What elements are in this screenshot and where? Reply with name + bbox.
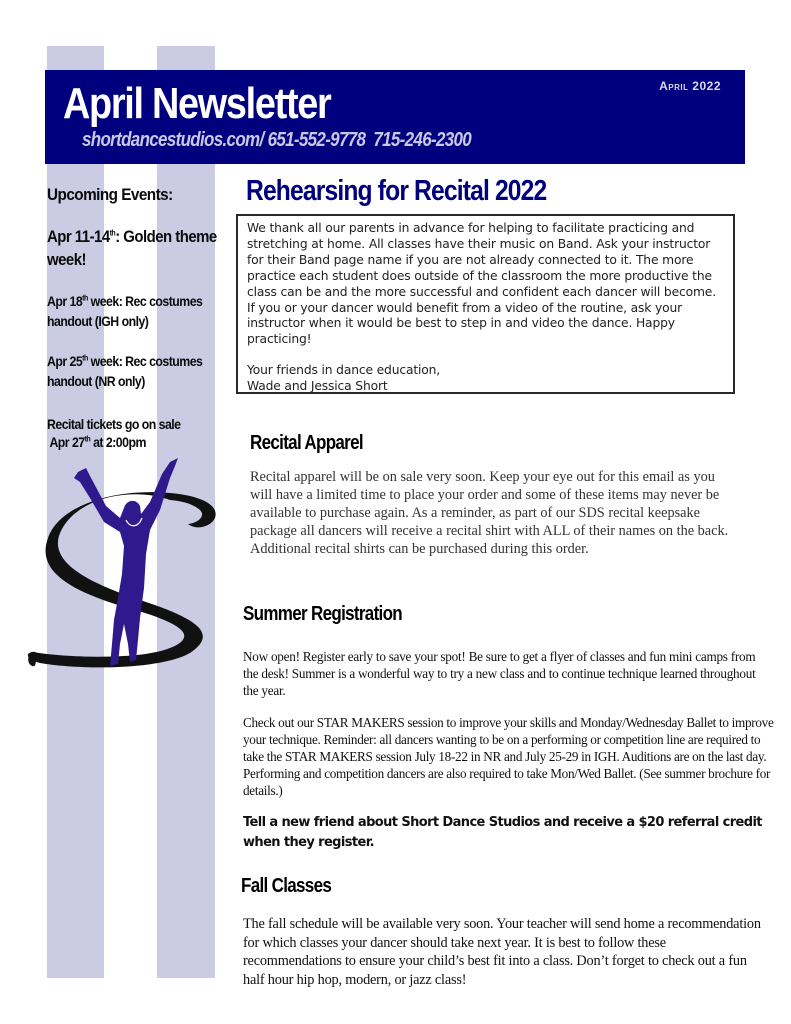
- event-text: handout (IGH only): [47, 313, 149, 329]
- upcoming-events-sidebar: [47, 185, 232, 451]
- event-item: [47, 351, 210, 391]
- upcoming-events-heading: Upcoming Events:: [47, 185, 173, 204]
- event-text: handout (NR only): [47, 373, 145, 389]
- signoff-line: Your friends in dance education,: [247, 363, 441, 378]
- rehearsing-message-box: [236, 214, 735, 394]
- newsletter-title: April Newsletter: [63, 79, 331, 128]
- rehearsing-heading: Rehearsing for Recital 2022: [246, 175, 547, 207]
- summer-registration-intro: Now open! Register early to save your spot! Be sure to get a flyer of classes and fun mini camps from the desk! Summer is a wonderful way to try a new class and to continue technique learned throughout the year.: [243, 649, 756, 698]
- issue-date: April 2022: [659, 79, 721, 93]
- ordinal-suffix: th: [84, 434, 91, 444]
- event-date: Apr 18: [47, 293, 83, 309]
- recital-apparel-body: Recital apparel will be on sale very soon. Keep your eye out for this email as you will have a limited time to place your order and some of these items may never be available to purchase again. As a reminder, as part of our SDS recital keepsake package all dancers will receive a recital shirt with ALL of their names on the back. Additional recital shirts can be purchased during this order.: [250, 469, 729, 557]
- ordinal-suffix: th: [82, 293, 88, 303]
- summer-registration-heading: Summer Registration: [243, 603, 403, 625]
- contact-line: shortdancestudios.com/ 651-552-9778 715-246-2300: [82, 129, 472, 151]
- event-text: week!: [47, 250, 86, 269]
- newsletter-banner: [45, 70, 745, 164]
- event-item: [47, 291, 210, 331]
- fall-classes-heading: Fall Classes: [241, 875, 332, 897]
- event-text: week: Rec costumes: [87, 353, 203, 369]
- event-date: Apr 27: [47, 434, 85, 450]
- event-text: at 2:00pm: [90, 434, 146, 450]
- dancer-s-logo-icon: [20, 448, 245, 680]
- rehearsing-body: We thank all our parents in advance for helping to facilitate practicing and stretching at home. All classes have their music on Band. Ask your instructor for their Band page name if you are not already connected to it. The more practice each student does outside of the classroom the more productive the class can be and the more successful and confident each dancer will become. If you or your dancer would benefit from a video of the routine, ask your instructor when it would be best to step in and video the dance. Happy practicing!: [247, 221, 716, 347]
- event-item: [47, 225, 217, 271]
- event-item: [47, 415, 210, 451]
- star-makers-paragraph: Check out our STAR MAKERS session to improve your skills and Monday/Wednesday Ballet to improve your technique. Reminder: all dancers wanting to be on a performing or competition line are required to take the STAR MAKERS session July 18-22 in NR and July 25-29 in IGH. Auditions are on the last day. Performing and competition dancers are also required to take Mon/Wed Ballet. (See summer brochure for details.): [243, 715, 774, 798]
- dancer-icon: [74, 458, 178, 666]
- referral-offer: Tell a new friend about Short Dance Studios and receive a $20 referral credit when they register.: [243, 815, 762, 850]
- event-date: Apr 25: [47, 353, 83, 369]
- ordinal-suffix: th: [109, 228, 116, 238]
- signoff-names: Wade and Jessica Short: [247, 379, 388, 394]
- recital-apparel-heading: Recital Apparel: [250, 432, 363, 454]
- event-text: Recital tickets go on sale: [47, 416, 181, 432]
- event-text: : Golden theme: [115, 227, 217, 246]
- ordinal-suffix: th: [82, 353, 88, 363]
- event-text: week: Rec costumes: [87, 293, 203, 309]
- fall-classes-body: The fall schedule will be available very soon. Your teacher will send home a recommendation for which classes your dancer should take next year. It is best to follow these recommendations to ensure your child’s best fit into a class. Don’t forget to check out a fun half hour hip hop, modern, or jazz class!: [243, 916, 761, 988]
- event-date: Apr 11-14: [47, 227, 110, 246]
